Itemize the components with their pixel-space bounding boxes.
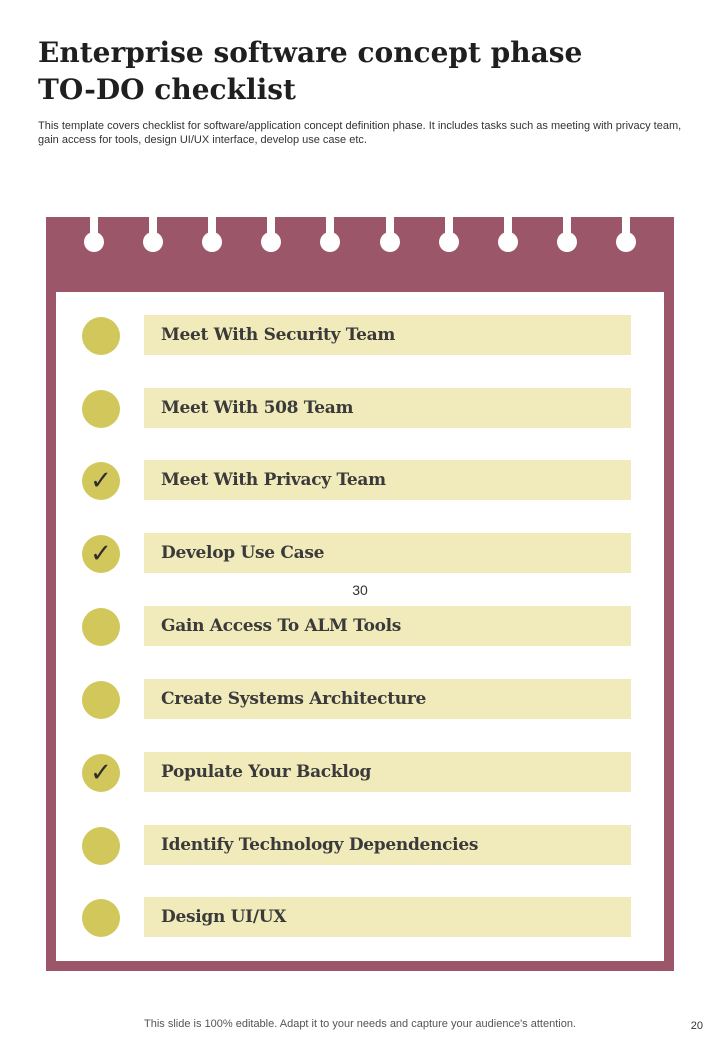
check-circle-icon[interactable]	[82, 827, 120, 865]
checklist-item-label: Gain Access To ALM Tools	[161, 616, 402, 636]
check-circle-icon[interactable]	[82, 317, 120, 355]
binder-ring-icon	[84, 217, 104, 253]
check-circle-icon[interactable]	[82, 608, 120, 646]
check-circle-icon[interactable]	[82, 390, 120, 428]
checklist-item-label: Populate Your Backlog	[161, 762, 372, 782]
checklist-item-bar	[144, 679, 631, 719]
checklist-item-label: Identify Technology Dependencies	[161, 835, 479, 855]
center-number: 30	[352, 582, 368, 598]
checklist-item-bar	[144, 388, 631, 428]
checklist-item-label: Meet With Security Team	[161, 325, 396, 345]
binder-ring-icon	[616, 217, 636, 253]
footer-note: This slide is 100% editable. Adapt it to your needs and capture your audience's attention.	[144, 1018, 576, 1030]
binder-ring-icon	[202, 217, 222, 253]
checklist-item-bar	[144, 533, 631, 573]
checkmark-icon[interactable]: ✓	[82, 754, 120, 792]
checklist-item	[56, 825, 664, 867]
checklist-item	[56, 533, 664, 575]
checklist-item-bar	[144, 460, 631, 500]
checklist-item	[56, 679, 664, 721]
checklist-sheet	[56, 292, 664, 961]
binder-rings	[46, 217, 674, 277]
checklist-item	[56, 606, 664, 648]
checkmark-icon[interactable]: ✓	[82, 535, 120, 573]
checklist-item	[56, 460, 664, 502]
checklist-item	[56, 388, 664, 430]
binder-ring-icon	[498, 217, 518, 253]
page-number: 20	[690, 1020, 703, 1032]
binder-ring-icon	[320, 217, 340, 253]
checklist-item	[56, 315, 664, 357]
title-line-1: Enterprise software concept phase	[38, 36, 583, 69]
checklist-item-label: Meet With 508 Team	[161, 398, 354, 418]
check-circle-icon[interactable]	[82, 681, 120, 719]
binder-ring-icon	[557, 217, 577, 253]
checkmark-icon[interactable]: ✓	[82, 462, 120, 500]
checklist-item-label: Develop Use Case	[161, 543, 325, 563]
checklist-item-label: Design UI/UX	[161, 907, 287, 927]
title-line-2: TO-DO checklist	[38, 73, 296, 106]
binder-ring-icon	[439, 217, 459, 253]
page-title	[38, 34, 678, 108]
checklist-item-bar	[144, 752, 631, 792]
checklist-item-label: Meet With Privacy Team	[161, 470, 386, 490]
checklist-item	[56, 897, 664, 939]
checklist-item-bar	[144, 606, 631, 646]
binder-ring-icon	[380, 217, 400, 253]
binder-ring-icon	[261, 217, 281, 253]
page-description: This template covers checklist for software/application concept definition phase. It includes tasks such as meeting with privacy team, gain access for tools, design UI/UX interface, develop use case etc.	[38, 120, 682, 146]
binder-ring-icon	[143, 217, 163, 253]
checklist-item-bar	[144, 825, 631, 865]
checklist-item-label: Create Systems Architecture	[161, 689, 426, 709]
check-circle-icon[interactable]	[82, 899, 120, 937]
checklist-item-bar	[144, 315, 631, 355]
checklist-item-bar	[144, 897, 631, 937]
checklist-item	[56, 752, 664, 794]
